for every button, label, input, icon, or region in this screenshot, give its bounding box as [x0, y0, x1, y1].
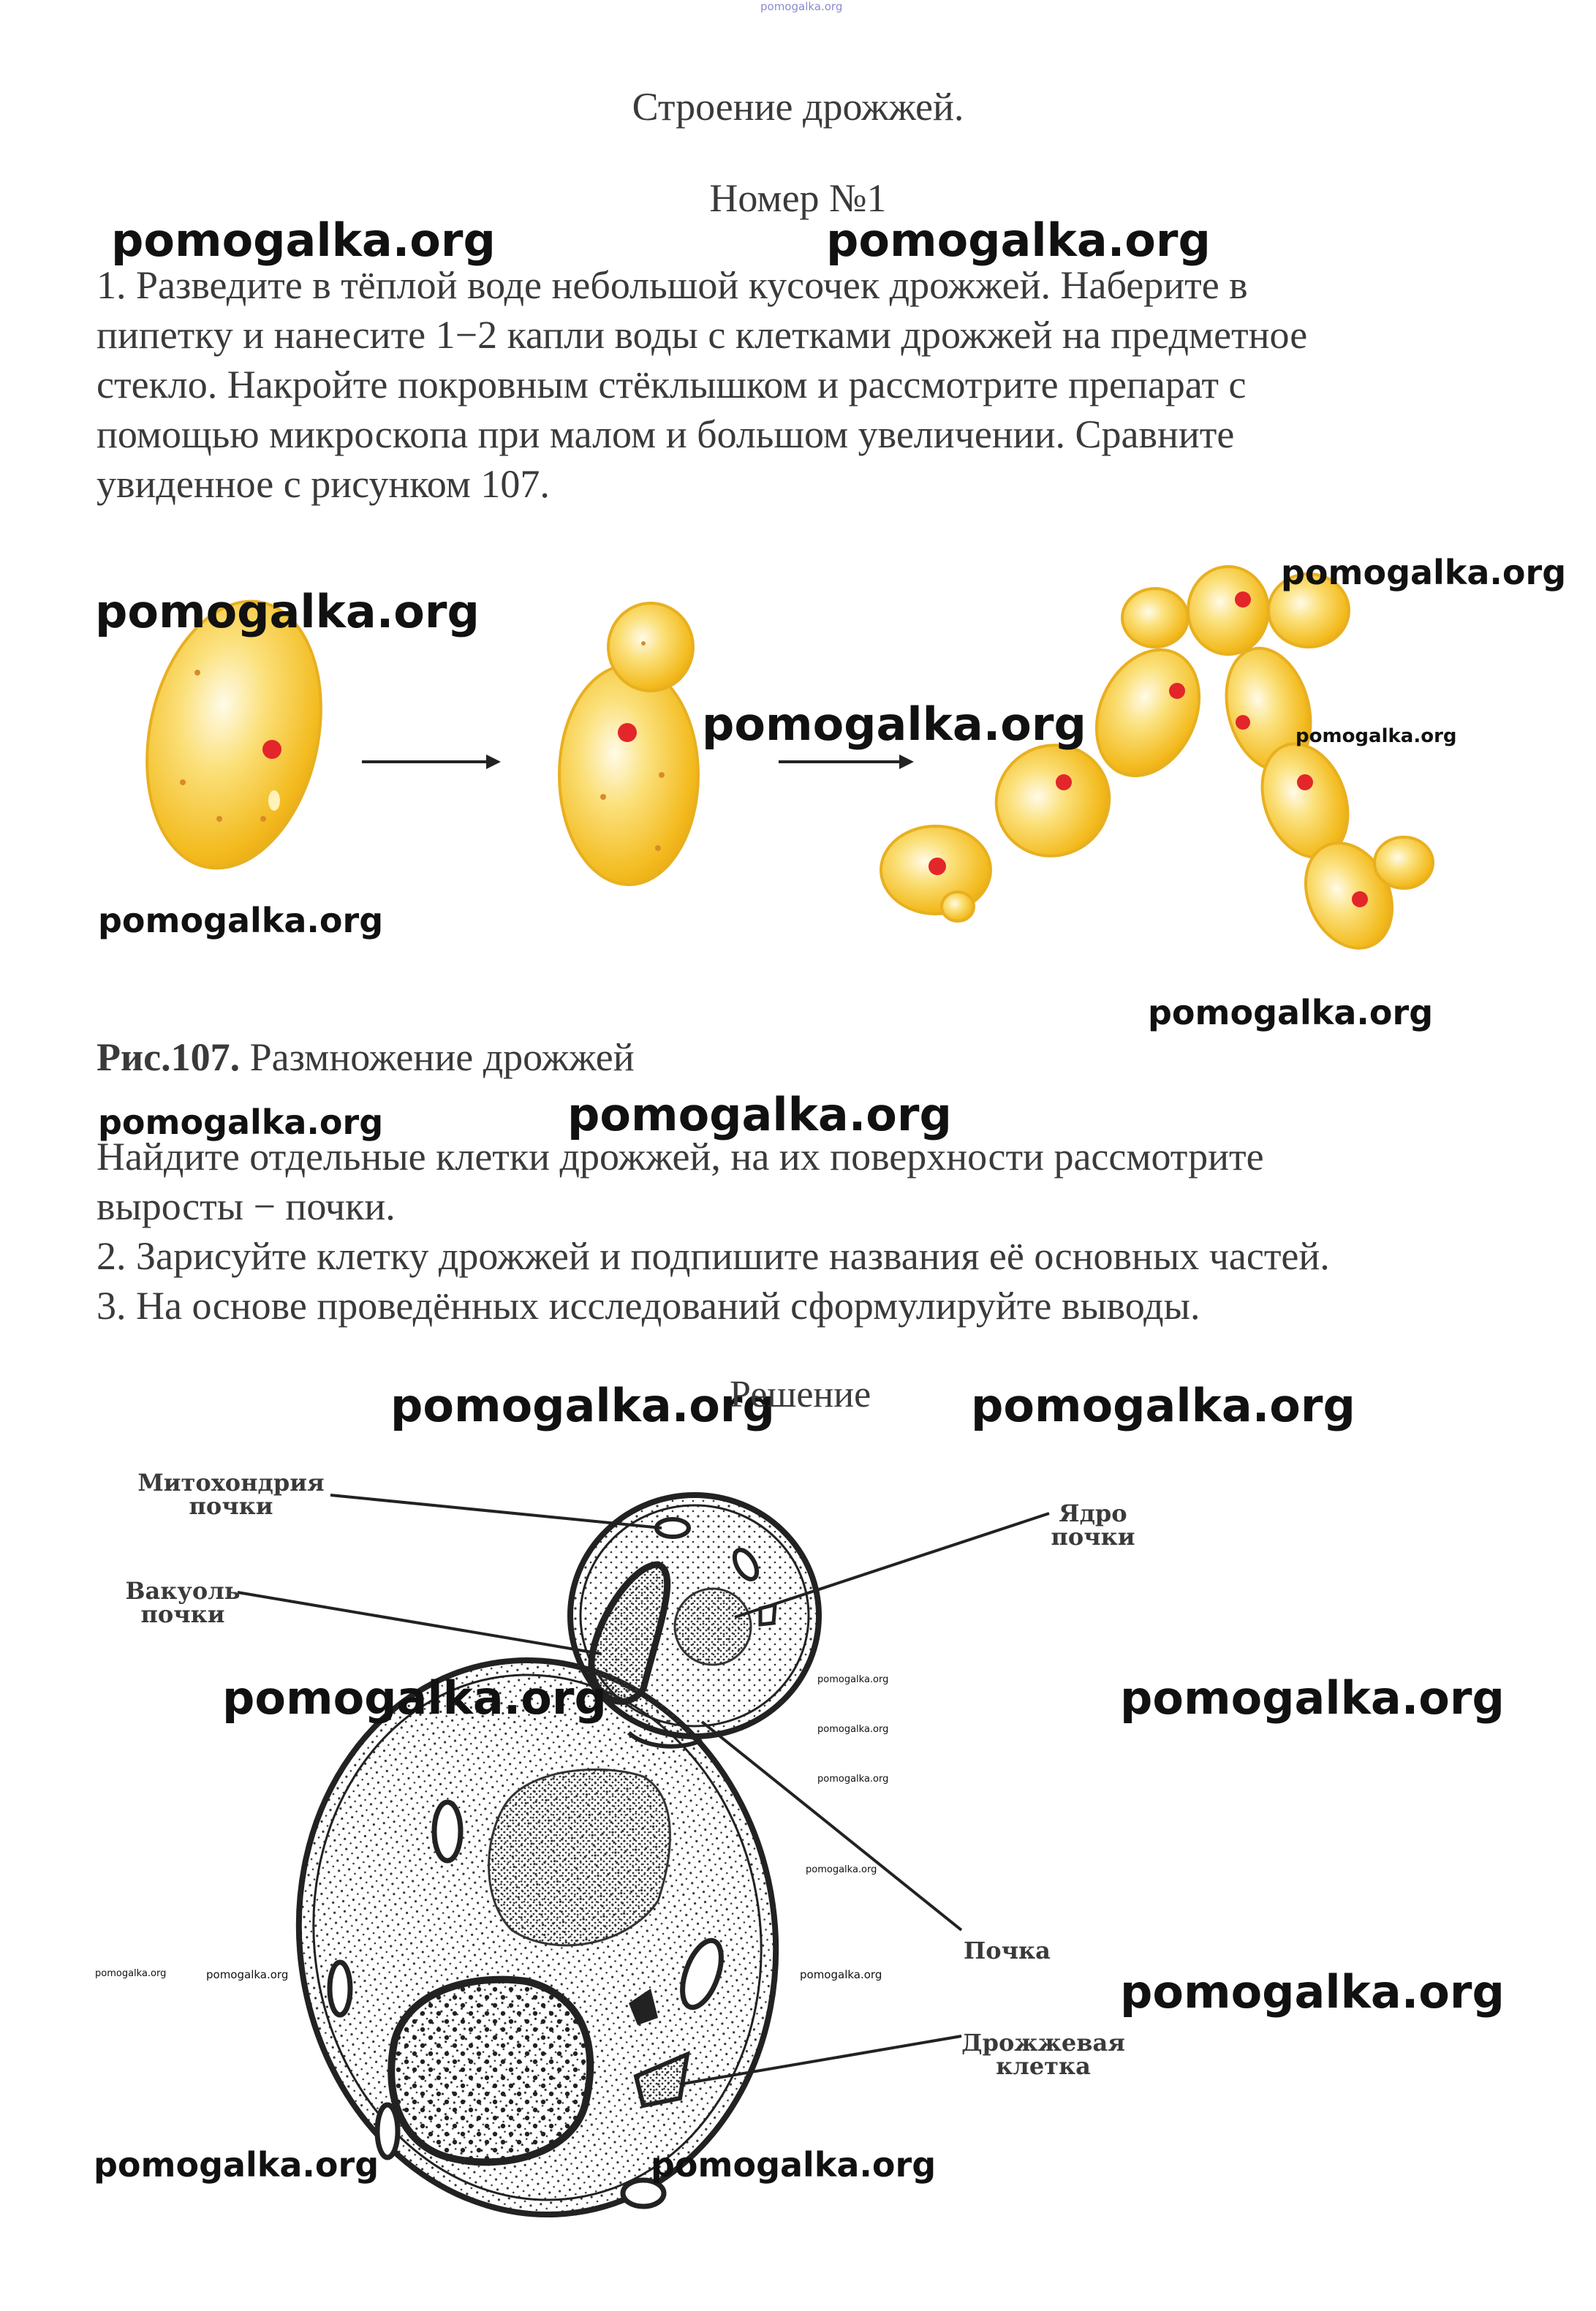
watermark: pomogalka.org [1120, 1965, 1505, 2019]
task-number: Номер №1 [709, 176, 887, 220]
watermark-small: pomogalka.org [1281, 553, 1567, 592]
label-yeast-cell [959, 2031, 1127, 2078]
watermark-tiny: pomogalka.org [817, 1674, 889, 1685]
figure-caption-label: Рис.107. [97, 1035, 241, 1079]
figure-caption-text: Размножение дрожжей [240, 1035, 635, 1079]
yeast-chain-cells [881, 567, 1433, 962]
figure-caption [97, 1032, 635, 1082]
watermark-tiny: pomogalka.org [800, 1968, 882, 1981]
watermark-small: pomogalka.org [94, 2145, 379, 2185]
watermark: pomogalka.org [390, 1379, 775, 1432]
label-line: почки [1051, 1523, 1135, 1551]
task1-line: 1. Разведите в тёплой воде небольшой кусочек дрожжей. Наберите в [97, 263, 1248, 307]
task-line: выросты − почки. [97, 1184, 396, 1228]
label-line: почки [140, 1600, 225, 1628]
task1-line: увиденное с рисунком 107. [97, 462, 550, 506]
task1-line: стекло. Накройте покровным стёклышком и рассмотрите препарат с [97, 363, 1247, 406]
watermark: pomogalka.org [1120, 1671, 1505, 1725]
budding-yeast-cell [559, 603, 698, 885]
watermark-tiny: pomogalka.org [806, 1864, 877, 1875]
page-title: Строение дрожжей. [632, 85, 964, 129]
watermark: pomogalka.org [971, 1379, 1355, 1432]
label-line: Вакуоль [125, 1577, 241, 1605]
watermark: pomogalka.org [95, 585, 480, 638]
watermark-tiny: pomogalka.org [817, 1724, 889, 1735]
label-line: клетка [996, 2052, 1091, 2080]
task1-text [97, 260, 1522, 509]
label-line: Ядро [1059, 1499, 1127, 1527]
label-line: Митохондрия [137, 1469, 325, 1497]
watermark-tiny: pomogalka.org [206, 1968, 289, 1981]
task-after-text [97, 1132, 1544, 1331]
watermark: pomogalka.org [826, 213, 1211, 267]
watermark-small: pomogalka.org [98, 1102, 384, 1142]
watermark-tiny: pomogalka.org [817, 1774, 889, 1785]
watermark: pomogalka.org [222, 1671, 607, 1725]
watermark-small: pomogalka.org [651, 2145, 937, 2185]
task-line: 3. На основе проведённых исследований сформулируйте выводы. [97, 1284, 1200, 1328]
watermark: pomogalka.org [702, 697, 1086, 751]
top-watermark: pomogalka.org [760, 0, 843, 13]
label-bud: Почка [964, 1937, 1051, 1964]
task1-line: помощью микроскопа при малом и большом увеличении. Сравните [97, 412, 1235, 456]
watermark-tiny: pomogalka.org [95, 1968, 167, 1979]
watermark-small: pomogalka.org [1296, 725, 1457, 747]
watermark-small: pomogalka.org [1148, 993, 1434, 1032]
label-bud-nucleus [1038, 1499, 1148, 1551]
label-line: Дрожжевая [961, 2029, 1125, 2057]
task-line: 2. Зарисуйте клетку дрожжей и подпишите названия её основных частей. [97, 1234, 1330, 1278]
label-line: почки [189, 1492, 273, 1520]
watermark: pomogalka.org [111, 213, 496, 267]
task1-line: пипетку и нанесите 1−2 капли воды с клетками дрожжей на предметное [97, 313, 1308, 357]
label-bud-mitochondria [129, 1471, 333, 1518]
watermark-small: pomogalka.org [98, 901, 384, 940]
watermark: pomogalka.org [567, 1088, 952, 1141]
solution-title: Решение [730, 1374, 871, 1415]
task-line: Найдите отдельные клетки дрожжей, на их поверхности рассмотрите [97, 1135, 1264, 1179]
label-bud-vacuole [117, 1579, 249, 1626]
